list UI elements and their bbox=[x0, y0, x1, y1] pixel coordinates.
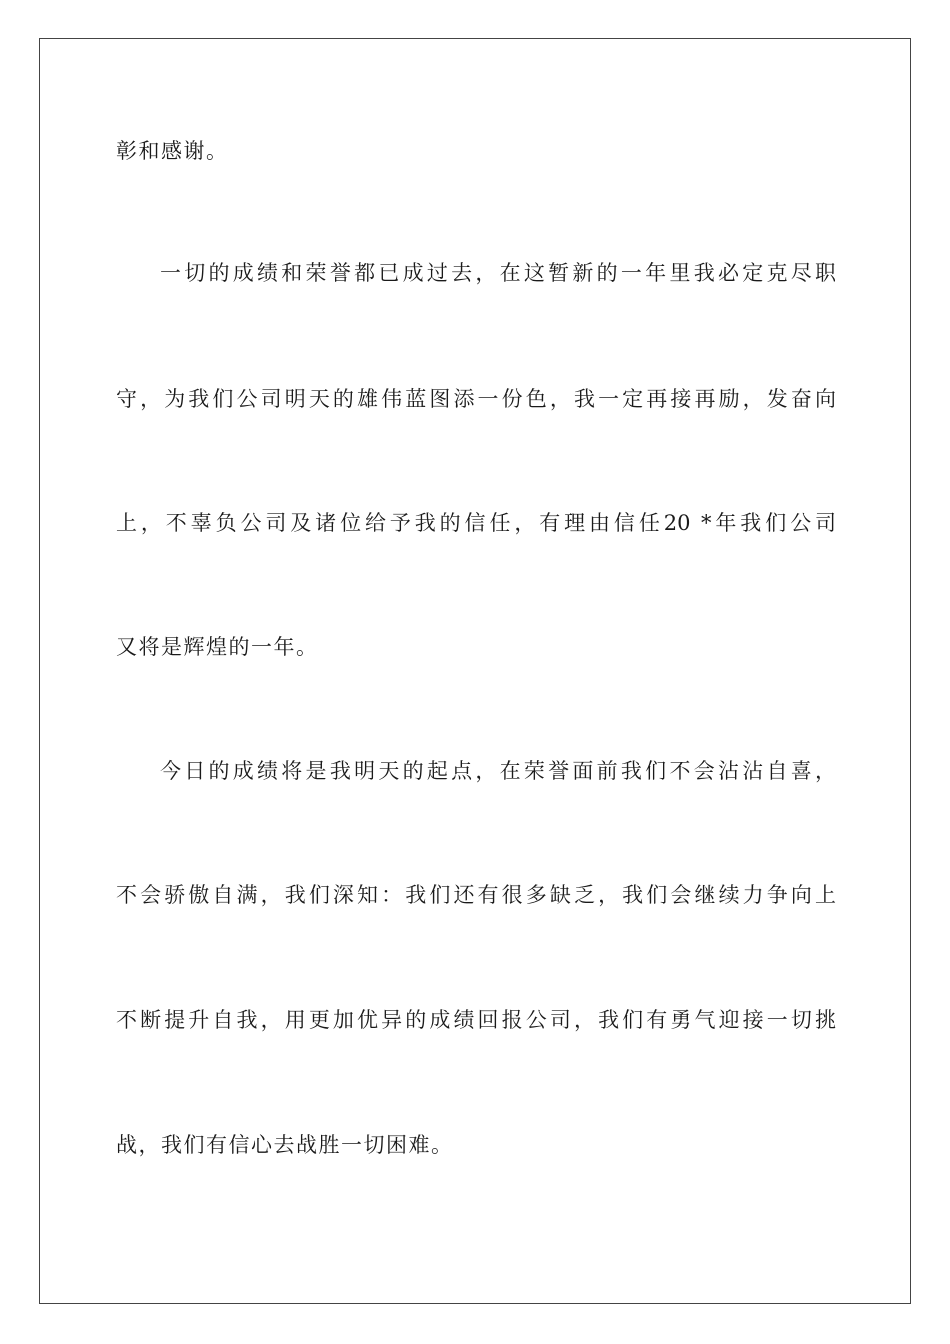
paragraph-line: 不会骄傲自满，我们深知：我们还有很多缺乏，我们会继续力争向上 bbox=[116, 883, 836, 907]
paragraph-line: 一切的成绩和荣誉都已成过去，在这暂新的一年里我必定克尽职 bbox=[160, 261, 836, 285]
paragraph-line: 彰和感谢。 bbox=[116, 139, 229, 163]
paragraph-line: 又将是辉煌的一年。 bbox=[116, 635, 319, 659]
paragraph-line: 不断提升自我，用更加优异的成绩回报公司，我们有勇气迎接一切挑 bbox=[116, 1008, 836, 1032]
paragraph-line: 上，不辜负公司及诸位给予我的信任，有理由信任20 *年我们公司 bbox=[116, 511, 836, 535]
paragraph-line: 守，为我们公司明天的雄伟蓝图添一份色，我一定再接再励，发奋向 bbox=[116, 387, 836, 411]
paragraph-line: 战，我们有信心去战胜一切困难。 bbox=[116, 1133, 454, 1157]
page-border bbox=[39, 38, 911, 1304]
paragraph-line: 今日的成绩将是我明天的起点，在荣誉面前我们不会沾沾自喜， bbox=[160, 759, 836, 783]
